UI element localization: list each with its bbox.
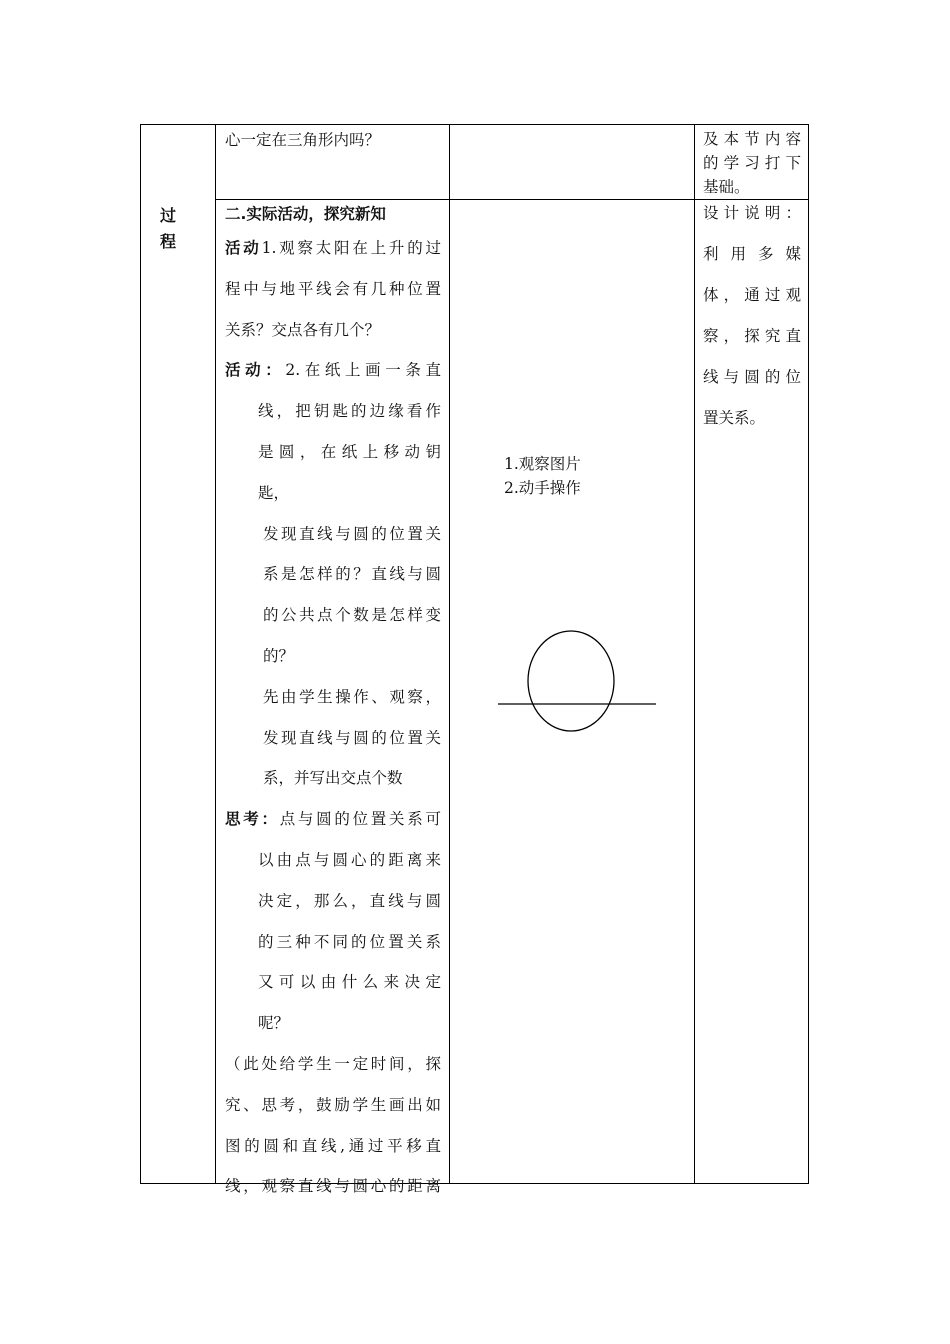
design-line: 体，通过观 xyxy=(703,286,801,304)
design-line: 基础。 xyxy=(703,178,750,196)
discover-line: 发现直线与圆的位置关 xyxy=(263,524,441,543)
note-line: 究、思考，鼓励学生画出如 xyxy=(225,1095,441,1114)
note-line: 图的圆和直线,通过平移直 xyxy=(225,1136,441,1155)
design-line: 察，探究直 xyxy=(703,327,801,345)
activity2-line xyxy=(225,350,441,391)
table-border-right xyxy=(808,124,809,1184)
note-line: （此处给学生一定时间，探 xyxy=(225,1054,441,1073)
think-text: 点与圆的位置关系可 xyxy=(279,810,441,829)
discover-line: 系是怎样的？直线与圆 xyxy=(263,565,441,584)
activity2-text: 2.在纸上画一条直 xyxy=(285,361,441,380)
section-title: 二.实际活动，探究新知 xyxy=(225,205,386,223)
student-activity-line: 1.观察图片 xyxy=(504,455,581,473)
discover-line: 先由学生操作、观察， xyxy=(263,687,441,706)
table-border-top xyxy=(140,124,809,125)
table-col-divider-2 xyxy=(449,124,450,1184)
activity1-label: 活动 xyxy=(225,239,262,257)
activity2-label: 活动： xyxy=(225,361,286,380)
row1-content-text: 心一定在三角形内吗？ xyxy=(225,131,381,149)
circle-line-diagram xyxy=(490,620,670,740)
note-line: 线，观察直线与圆心的距离 xyxy=(225,1177,441,1196)
discover-line: 的？ xyxy=(263,646,295,665)
think-line: 决定，那么，直线与圆 xyxy=(258,891,441,910)
think-line xyxy=(225,799,441,840)
think-line: 呢？ xyxy=(258,1014,290,1033)
activity1-line: 关系？交点各有几个？ xyxy=(225,320,381,339)
design-line: 的学习打下 xyxy=(703,154,801,172)
design-line: 设计说明： xyxy=(703,204,801,222)
design-line: 及本节内容 xyxy=(703,130,801,148)
diagram-circle xyxy=(528,631,614,731)
row1-design-cell xyxy=(695,127,808,199)
row1-content-cell xyxy=(216,128,449,152)
activity2-line: 匙， xyxy=(258,483,290,502)
activity2-line: 是圆，在纸上移动钥 xyxy=(258,442,441,461)
think-line: 又可以由什么来决定 xyxy=(258,973,441,992)
stage-label-char: 过 xyxy=(160,206,177,225)
design-line: 利用多媒 xyxy=(703,245,801,263)
think-line: 以由点与圆心的距离来 xyxy=(258,850,441,869)
activity1-text: 1.观察太阳在上升的过 xyxy=(261,239,441,257)
stage-label xyxy=(160,203,184,255)
activity2-line: 线，把钥匙的边缘看作 xyxy=(258,402,441,421)
student-activity xyxy=(504,452,581,500)
activity1-line: 程中与地平线会有几种位置 xyxy=(225,279,441,298)
row2-design-cell xyxy=(695,193,808,439)
design-line: 置关系。 xyxy=(703,409,766,427)
discover-line: 系，并写出交点个数 xyxy=(263,769,403,788)
activity1-line xyxy=(225,228,441,269)
table-border-left xyxy=(140,124,141,1184)
design-line: 线与圆的位 xyxy=(703,368,801,386)
row2-content-cell xyxy=(216,200,449,1207)
think-label: 思考： xyxy=(225,810,280,829)
student-activity-line: 2.动手操作 xyxy=(504,479,581,497)
stage-label-char: 程 xyxy=(160,232,177,251)
discover-line: 发现直线与圆的位置关 xyxy=(263,728,441,747)
discover-line: 的公共点个数是怎样变 xyxy=(263,606,441,625)
think-line: 的三种不同的位置关系 xyxy=(258,932,441,951)
